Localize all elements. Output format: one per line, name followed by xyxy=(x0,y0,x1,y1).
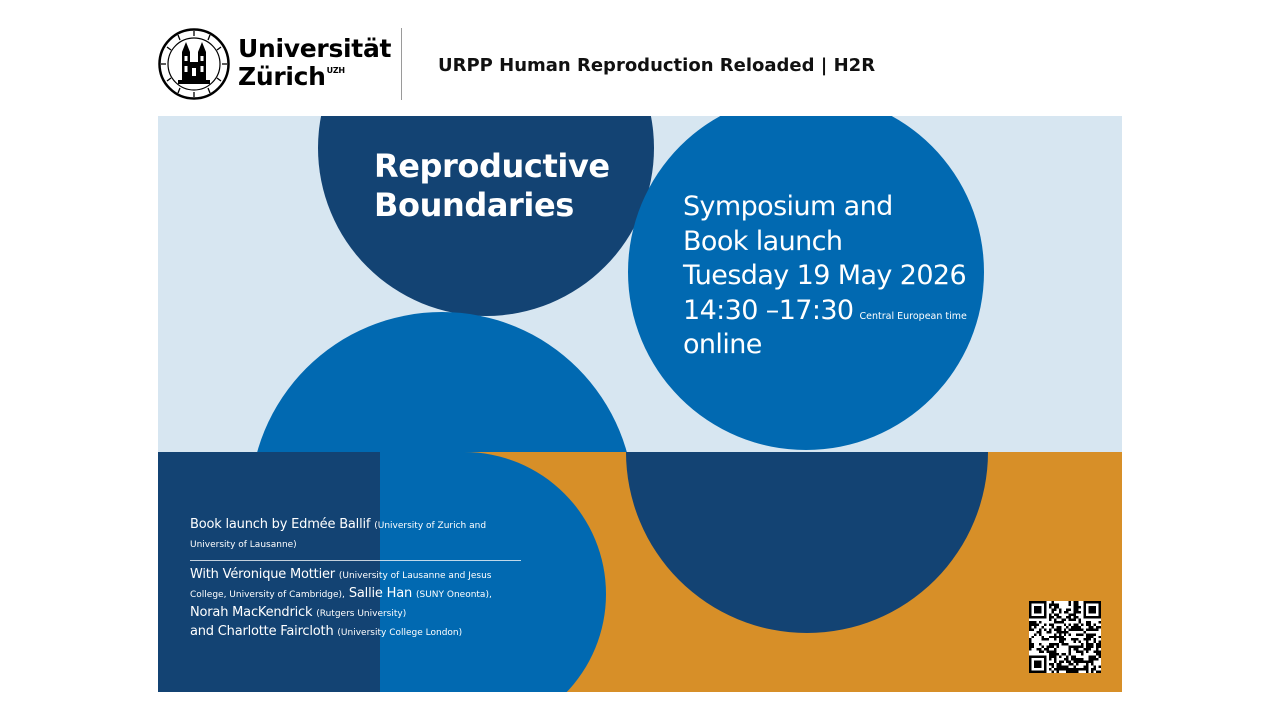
logo-line2: Zürich xyxy=(238,62,326,91)
faircloth-affiliation: (University College London) xyxy=(337,628,463,638)
uzh-seal-icon xyxy=(158,28,230,100)
event-details xyxy=(683,190,967,363)
title-line2: Boundaries xyxy=(374,186,574,224)
header-divider xyxy=(401,28,402,100)
mottier-affiliation: (University of Lausanne and Jesus College, University of Cambridge), xyxy=(190,571,492,600)
event-line2: Book launch xyxy=(683,225,843,257)
han-name: Sallie Han xyxy=(348,586,413,601)
qr-code-icon[interactable] xyxy=(1029,601,1101,673)
speakers-block xyxy=(190,516,521,642)
event-timezone: Central European time xyxy=(859,310,967,322)
title-line1: Reproductive xyxy=(374,147,610,185)
university-name xyxy=(238,36,391,89)
poster-title xyxy=(374,147,610,225)
event-mode: online xyxy=(683,329,762,360)
book-launch-credit xyxy=(190,516,521,554)
project-title: URPP Human Reproduction Reloaded | H2R xyxy=(438,55,876,76)
mackendrick-affiliation: (Rutgers University) xyxy=(316,609,407,619)
logo-superscript: UZH xyxy=(326,66,345,75)
speakers-divider xyxy=(190,560,521,561)
event-time: 14:30 –17:30 xyxy=(683,294,854,326)
han-affiliation: (SUNY Oneonta), xyxy=(415,590,492,600)
booklaunch-label: Book launch by Edmée Ballif xyxy=(190,517,371,532)
mackendrick-name: Norah MacKendrick xyxy=(190,605,313,620)
speaker-list xyxy=(190,566,521,642)
with-label: With Véronique Mottier xyxy=(190,567,335,582)
event-line1: Symposium and xyxy=(683,191,893,222)
faircloth-name: and Charlotte Faircloth xyxy=(190,624,334,639)
poster xyxy=(158,116,1122,692)
event-date: Tuesday 19 May 2026 xyxy=(683,260,967,291)
booklaunch-affiliation: (University of Zurich and University of Lausanne) xyxy=(190,521,487,550)
logo-line1: Universität xyxy=(238,34,392,63)
